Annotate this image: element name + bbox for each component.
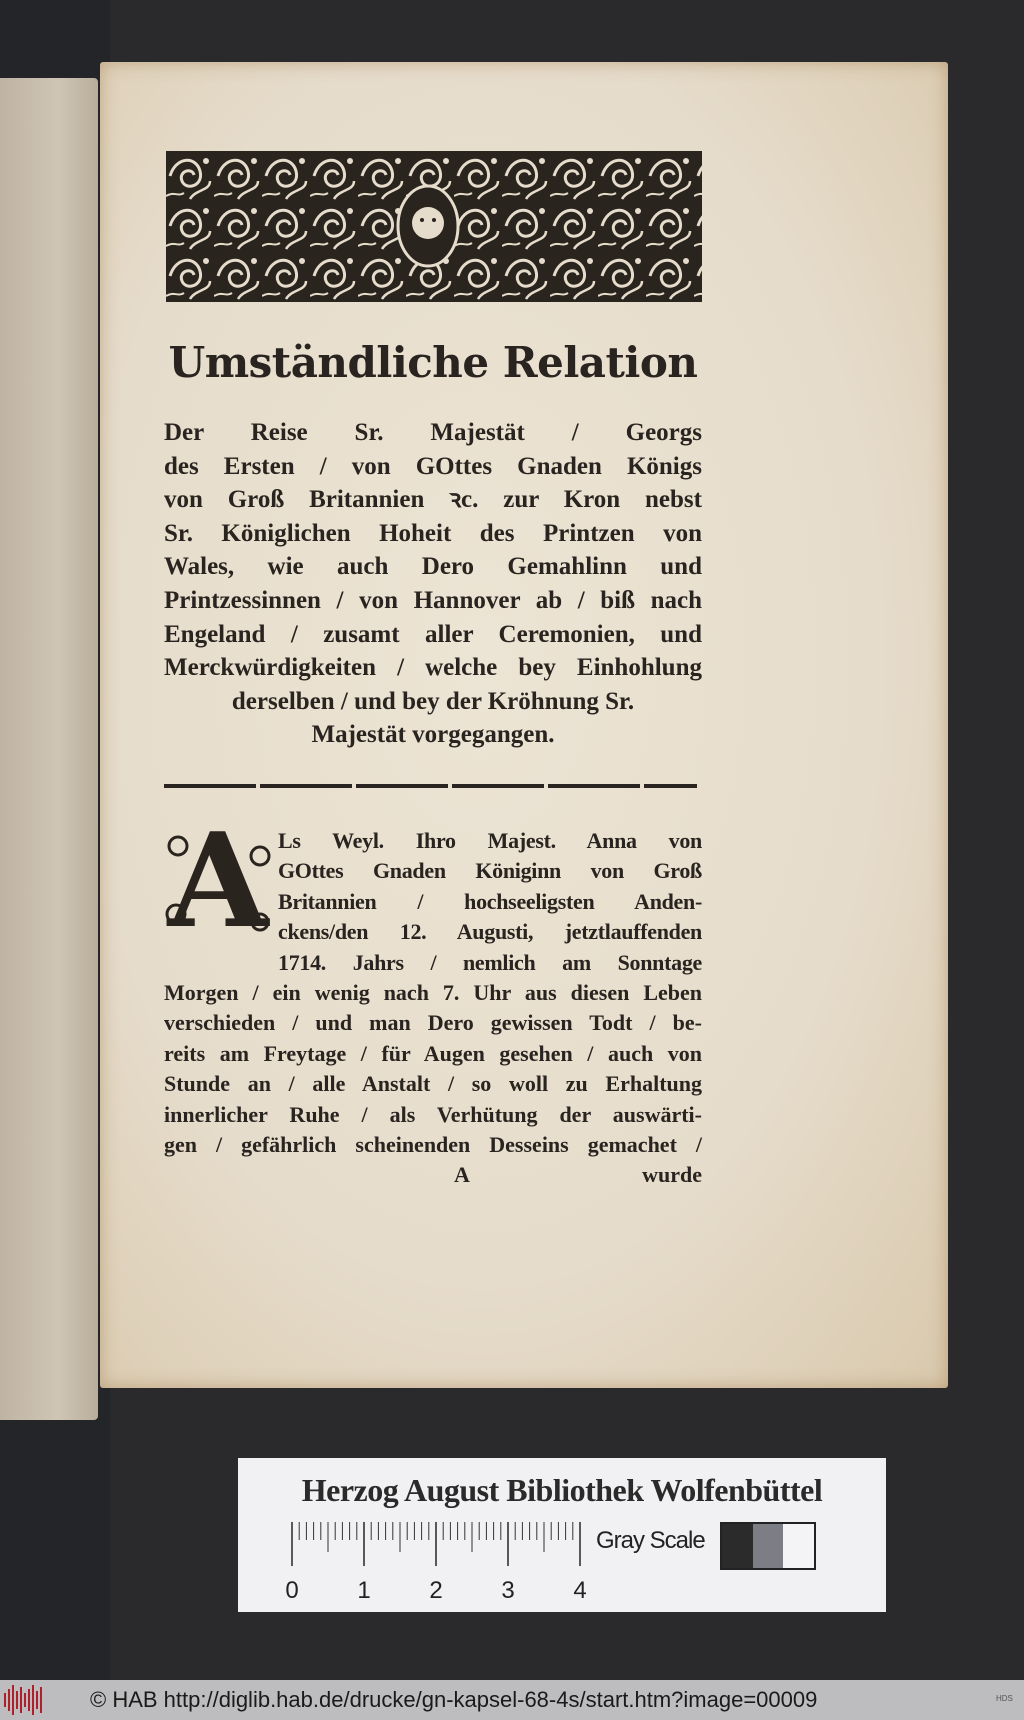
heading-line: derselben / und bey der Kröhnung Sr. <box>231 687 635 715</box>
heading-line: Sr. Königlichen Hoheit des Printzen von <box>164 519 702 547</box>
body-line: Stunde an / alle Anstalt / so woll zu Erhaltung <box>164 1071 702 1097</box>
divider-rule <box>164 784 697 788</box>
heading-line: des Ersten / von GOttes Gnaden Königs <box>164 452 702 480</box>
heading-line: Printzessinnen / von Hannover ab / biß nach <box>164 586 702 614</box>
heading-line: Der Reise Sr. Majestät / Georgs <box>164 419 702 446</box>
body-line: verschieden / und man Dero gewissen Todt / be- <box>164 1010 702 1036</box>
body-line: innerlicher Ruhe / als Verhütung der auswärti- <box>164 1101 702 1127</box>
ruler-label: 0 <box>285 1577 299 1604</box>
logo-stripe <box>36 1691 38 1709</box>
logo-stripe <box>16 1691 18 1709</box>
heading-line: Merckwürdigkeiten / welche bey Einhohlung <box>164 654 702 682</box>
footer-bar <box>0 1680 1024 1720</box>
logo-stripe <box>32 1685 34 1715</box>
institution-name: Herzog August Bibliothek Wolfenbüttel <box>301 1472 823 1508</box>
body-line: 1714. Jahrs / nemlich am Sonntage <box>278 949 702 975</box>
logo-stripe <box>20 1687 22 1713</box>
ruler-label: 4 <box>573 1577 587 1604</box>
copyright-url[interactable]: © HAB http://diglib.hab.de/drucke/gn-kapsel-68-4s/start.htm?image=00009 <box>90 1687 818 1712</box>
logo-stripe <box>28 1689 30 1711</box>
gray-scale-label: Gray Scale <box>596 1527 705 1554</box>
logo-stripe <box>4 1693 6 1707</box>
ornamental-woodcut-headpiece <box>166 151 702 302</box>
logo-stripe <box>8 1689 10 1711</box>
catchword: wurde <box>642 1162 702 1188</box>
title-subheading <box>164 416 702 752</box>
signature-mark: A <box>454 1162 470 1188</box>
logo-stripe <box>12 1685 14 1715</box>
scale-reference-card <box>238 1458 886 1612</box>
heading-line: von Groß Britannien ꝛc. zur Kron nebst <box>164 486 702 514</box>
hab-logo-icon <box>2 1683 46 1717</box>
gray-swatch-cell <box>722 1524 753 1568</box>
heading-line: Wales, wie auch Dero Gemahlinn und <box>164 553 702 581</box>
centimeter-ruler <box>285 1522 588 1606</box>
body-line: reits am Freytage / für Augen gesehen / auch von <box>164 1040 702 1066</box>
body-line: Ls Weyl. Ihro Majest. Anna von <box>278 828 702 853</box>
logo-stripe <box>24 1693 26 1707</box>
logo-stripe <box>40 1687 42 1713</box>
body-paragraph <box>164 826 702 1191</box>
left-facing-page <box>0 78 98 1420</box>
body-line: Britannien / hochseeligsten Anden- <box>278 888 702 914</box>
body-line: GOttes Gnaden Königinn von Groß <box>278 858 702 884</box>
gray-swatch-cell <box>753 1524 784 1568</box>
heading-line: Engeland / zusamt aller Ceremonien, und <box>164 620 702 648</box>
gray-swatch-cell <box>783 1524 814 1568</box>
footer-mark: HDS <box>996 1694 1013 1703</box>
heading-line: Majestät vorgegangen. <box>311 721 555 749</box>
body-line: ckens/den 12. Augusti, jetztlauffenden <box>278 919 702 945</box>
gray-scale-swatch <box>720 1522 816 1570</box>
ruler-label: 2 <box>429 1577 443 1604</box>
document-title: Umständliche Relation <box>168 338 698 387</box>
ruler-label: 3 <box>501 1577 515 1604</box>
body-line: Morgen / ein wenig nach 7. Uhr aus diesen Leben <box>164 979 702 1005</box>
body-line: gen / gefährlich scheinenden Desseins gemachet / <box>164 1131 702 1157</box>
drop-cap-letter: A <box>167 804 269 957</box>
ruler-label: 1 <box>357 1577 371 1604</box>
catchword-line <box>164 1160 702 1190</box>
